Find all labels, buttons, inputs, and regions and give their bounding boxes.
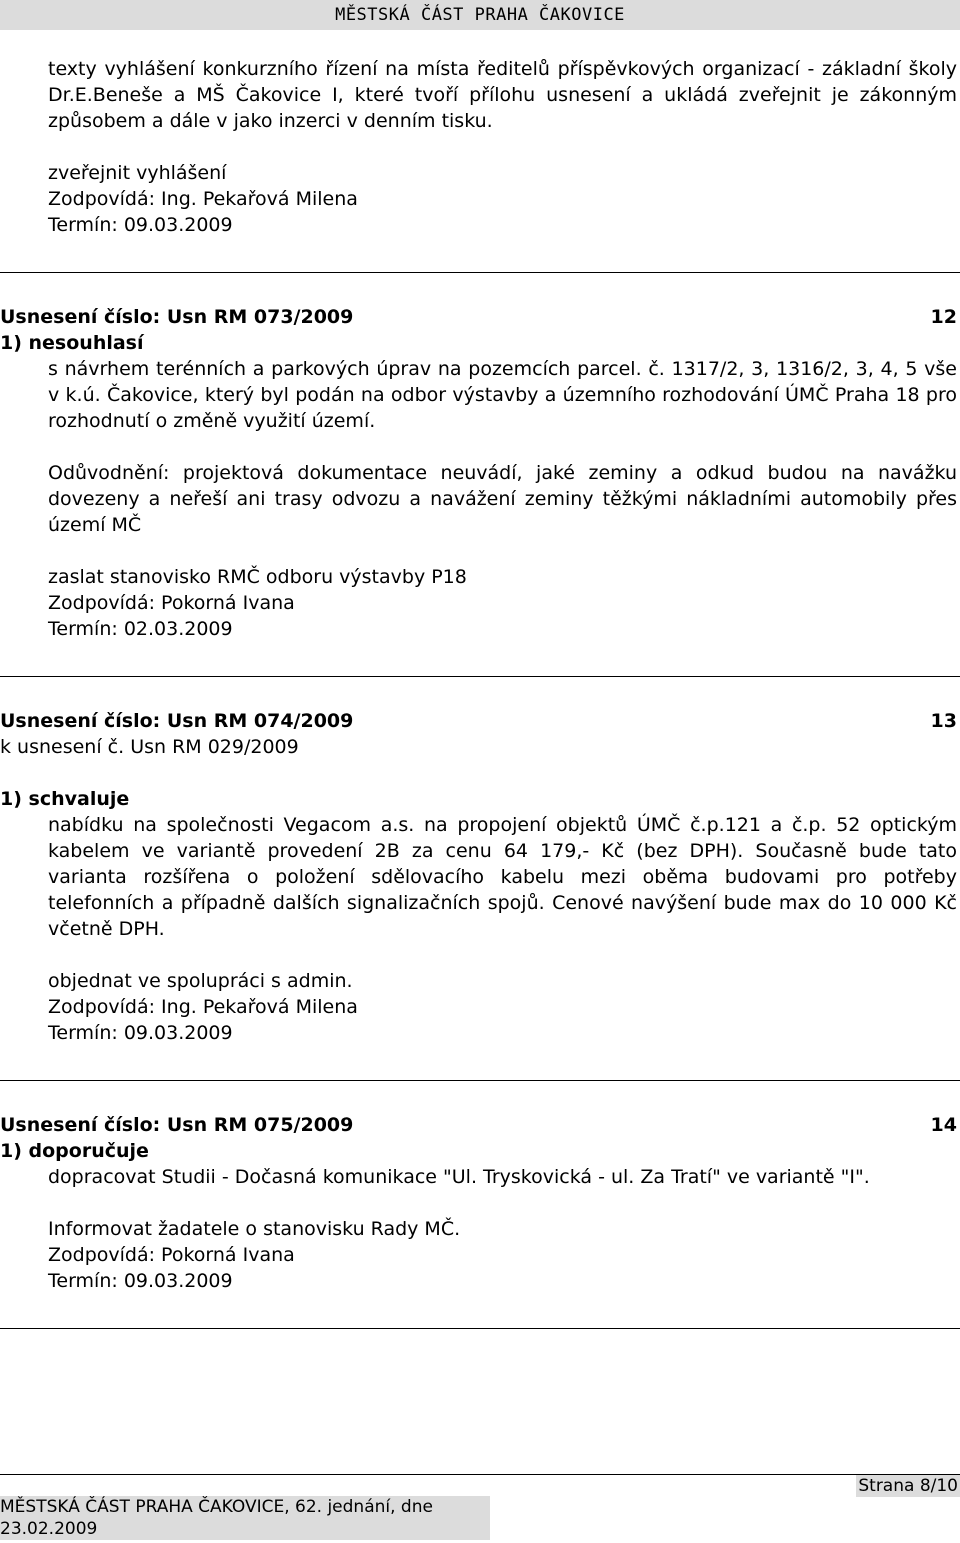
resolution-text: dopracovat Studii - Dočasná komunikace "Ul. Tryskovická - ul. Za Tratí" ve variantě "I". <box>48 1166 870 1188</box>
resolution-number: 14 <box>930 1114 957 1136</box>
intro-text: texty vyhlášení konkurzního řízení na místa ředitelů příspěvkových organizací - základní školy Dr.E.Beneše a MŠ Čakovice I, které tvoří přílohu usnesení a ukládá zveřejnit je zákonným způsobem a dále v jako inzerci v denním tisku. <box>48 58 957 132</box>
section-divider <box>0 1328 960 1329</box>
resolution-reason: Odůvodnění: projektová dokumentace neuvádí, jaké zeminy a odkud budou na navážku dovezeny a neřeší ani trasy odvozu a navážení zeminy těžkými nákladními automobily přes území MČ <box>48 462 957 536</box>
resolution-ref: k usnesení č. Usn RM 029/2009 <box>0 736 299 758</box>
resolution-responsible: Zodpovídá: Pokorná Ivana <box>48 1244 295 1266</box>
resolution-number: 12 <box>930 306 957 328</box>
page-number: Strana 8/10 <box>858 1476 958 1496</box>
resolution-title: Usnesení číslo: Usn RM 073/2009 <box>0 306 354 328</box>
resolution-title: Usnesení číslo: Usn RM 075/2009 <box>0 1114 354 1136</box>
resolution-point: 1) nesouhlasí <box>0 332 144 354</box>
resolution-deadline: Termín: 09.03.2009 <box>48 1270 233 1292</box>
resolution-text: s návrhem terénních a parkových úprav na pozemcích parcel. č. 1317/2, 3, 1316/2, 3, 4, 5 vše v k.ú. Čakovice, který byl podán na odbor výstavby a územního rozhodování ÚMČ Praha 18 pro rozhodnutí o změně využití území. <box>48 358 957 432</box>
footer-divider <box>0 1474 960 1475</box>
resolution-text: nabídku na společnosti Vegacom a.s. na propojení objektů ÚMČ č.p.121 a č.p. 52 optickým kabelem ve variantě provedení 2B za cenu 64 179,- Kč (bez DPH). Současně bude tato varianta rozšířena o položení sdělovacího kabelu mezi oběma budovami pro potřeby telefonních a případně dalších signalizačních spojů. Cenové navýšení bude max do 10 000 Kč včetně DPH. <box>48 814 957 940</box>
resolution-point: 1) doporučuje <box>0 1140 149 1162</box>
resolution-responsible: Zodpovídá: Ing. Pekařová Milena <box>48 996 358 1018</box>
resolution-074-heading <box>0 708 957 734</box>
footer-meeting-info: MĚSTSKÁ ČÁST PRAHA ČAKOVICE, 62. jednání, dne 23.02.2009 <box>0 1496 490 1540</box>
resolution-073-heading <box>0 304 957 330</box>
resolution-075-heading <box>0 1112 957 1138</box>
resolution-responsible: Zodpovídá: Pokorná Ivana <box>48 592 295 614</box>
resolution-task: zaslat stanovisko RMČ odboru výstavby P18 <box>48 566 467 588</box>
intro-responsible: Zodpovídá: Ing. Pekařová Milena <box>48 188 358 210</box>
page-header <box>0 0 960 30</box>
resolution-point: 1) schvaluje <box>0 788 130 810</box>
intro-task: zveřejnit vyhlášení <box>48 162 227 184</box>
resolution-deadline: Termín: 09.03.2009 <box>48 1022 233 1044</box>
document-body <box>0 56 960 1329</box>
resolution-title: Usnesení číslo: Usn RM 074/2009 <box>0 710 354 732</box>
resolution-task: objednat ve spolupráci s admin. <box>48 970 353 992</box>
resolution-deadline: Termín: 02.03.2009 <box>48 618 233 640</box>
header-title: MĚSTSKÁ ČÁST PRAHA ČAKOVICE <box>335 5 625 25</box>
resolution-task: Informovat žadatele o stanovisku Rady MČ. <box>48 1218 461 1240</box>
intro-deadline: Termín: 09.03.2009 <box>48 214 233 236</box>
resolution-number: 13 <box>930 710 957 732</box>
